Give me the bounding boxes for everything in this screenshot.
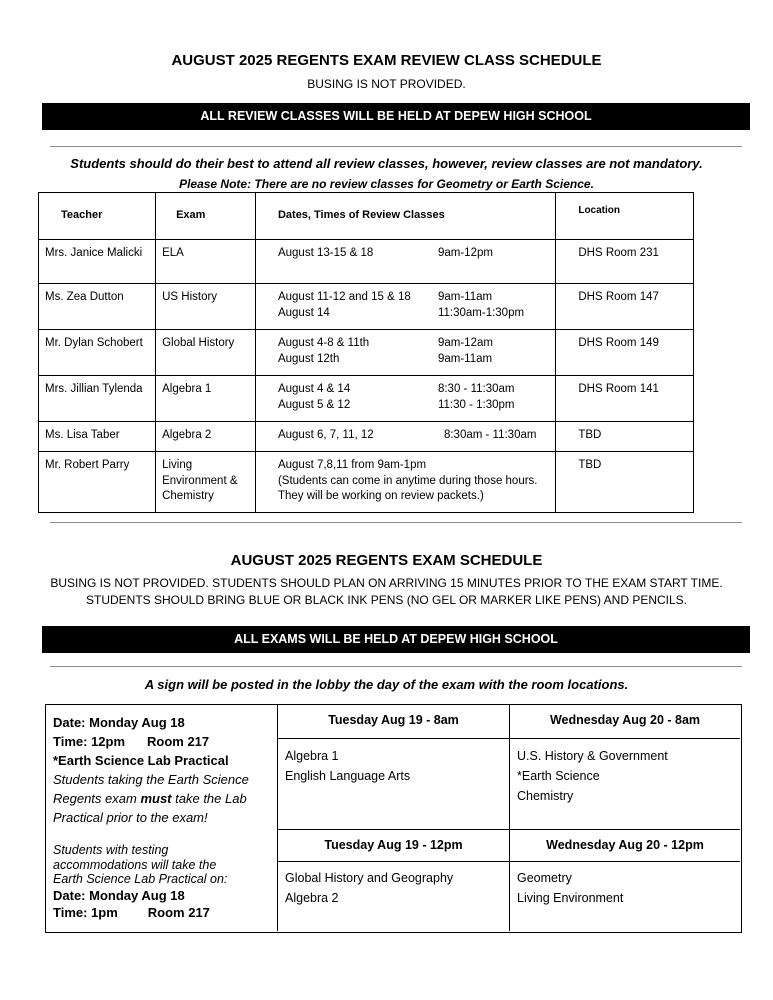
location-cell: TBD	[556, 452, 694, 513]
accommodations-room: Room 217	[147, 904, 210, 920]
exam-item: Algebra 1	[285, 749, 339, 763]
location-cell: DHS Room 231	[556, 240, 694, 284]
date-text: August 7,8,11 from 9am-1pm	[277, 459, 427, 471]
teacher-cell: Ms. Lisa Taber	[39, 422, 156, 452]
wednesday-am-header: Wednesday Aug 20 - 8am	[510, 705, 740, 739]
exam-item: Algebra 2	[285, 891, 339, 905]
table-row	[39, 284, 694, 330]
exam-item: Geometry	[517, 871, 572, 885]
time-text: 8:30am - 11:30am	[443, 429, 537, 441]
teacher-cell: Mrs. Janice Malicki	[39, 240, 156, 284]
dates-cell	[255, 452, 555, 513]
date-note: (Students can come in anytime during those hours.	[277, 474, 538, 487]
earth-science-practical-cell	[46, 705, 278, 931]
exam-item: U.S. History & Government	[517, 749, 668, 763]
table-row	[39, 240, 694, 284]
exam-item: English Language Arts	[285, 769, 411, 783]
dates-cell	[255, 284, 555, 330]
date-text: August 13-15 & 18	[277, 247, 374, 259]
header-exam: Exam	[156, 193, 256, 240]
exam-item: Global History and Geography	[285, 871, 454, 885]
sign-note: A sign will be posted in the lobby the day of the exam with the room locations.	[144, 677, 629, 692]
exam-cell: ELA	[156, 240, 256, 284]
practical-date: Date: Monday Aug 18	[53, 715, 185, 730]
exam-schedule-grid	[45, 704, 742, 933]
location-cell: DHS Room 141	[556, 376, 694, 422]
exam-cell: Living Environment & Chemistry	[156, 452, 256, 513]
accommodations-note: Students with testing accommodations will take the Earth Science Lab Practical on:	[53, 843, 228, 886]
dates-cell	[255, 330, 555, 376]
tuesday-am-exams	[278, 739, 510, 830]
date-text: August 5 & 12	[277, 398, 351, 411]
location-cell: DHS Room 149	[556, 330, 694, 376]
teacher-cell: Ms. Zea Dutton	[39, 284, 156, 330]
attendance-note: Students should do their best to attend all review classes, however, review classes are not mandatory.	[70, 156, 703, 171]
time-text: 8:30 - 11:30am	[437, 383, 515, 395]
teacher-cell: Mr. Robert Parry	[39, 452, 156, 513]
no-review-note: Please Note: There are no review classes for Geometry or Earth Science.	[179, 177, 594, 191]
time-text: 11:30 - 1:30pm	[437, 398, 515, 411]
exam-busing-line-1: BUSING IS NOT PROVIDED. STUDENTS SHOULD PLAN ON ARRIVING 15 MINUTES PRIOR TO THE EXAM START TIME.	[50, 576, 723, 590]
time-text: 11:30am-1:30pm	[437, 306, 525, 319]
table-row	[39, 452, 694, 513]
time-text: 9am-12am	[437, 337, 493, 349]
tuesday-pm-exams	[278, 862, 510, 931]
divider	[50, 522, 742, 523]
practical-note: Students taking the Earth Science Regents exam must take the Lab Practical prior to the exam!	[53, 772, 249, 825]
tuesday-am-header: Tuesday Aug 19 - 8am	[278, 705, 510, 739]
time-text: 9am-11am	[437, 291, 493, 303]
accommodations-date: Date: Monday Aug 18	[53, 887, 185, 903]
header-dates: Dates, Times of Review Classes	[255, 193, 555, 240]
review-title: AUGUST 2025 REGENTS EXAM REVIEW CLASS SCHEDULE	[171, 52, 602, 69]
divider	[50, 666, 742, 667]
location-cell: TBD	[556, 422, 694, 452]
teacher-cell: Mr. Dylan Schobert	[39, 330, 156, 376]
date-text: August 4 & 14	[277, 383, 351, 395]
date-text: August 12th	[277, 352, 340, 365]
tuesday-pm-header: Tuesday Aug 19 - 12pm	[278, 830, 510, 862]
accommodations-time: Time: 1pm	[53, 904, 118, 920]
dates-cell	[255, 422, 555, 452]
exam-busing-line-2: STUDENTS SHOULD BRING BLUE OR BLACK INK PENS (NO GEL OR MARKER LIKE PENS) AND PENCILS.	[85, 593, 688, 607]
review-busing-note: BUSING IS NOT PROVIDED.	[307, 77, 466, 91]
date-text: August 14	[277, 306, 330, 319]
practical-time: Time: 12pm	[53, 734, 126, 749]
table-row	[39, 376, 694, 422]
time-text: 9am-12pm	[437, 247, 493, 259]
exam-cell: Global History	[156, 330, 256, 376]
date-text: August 6, 7, 11, 12	[277, 429, 374, 441]
dates-cell	[255, 240, 555, 284]
exam-cell: Algebra 1	[156, 376, 256, 422]
header-location: Location	[556, 193, 694, 240]
table-header-row	[39, 193, 694, 240]
exam-cell: US History	[156, 284, 256, 330]
date-text: August 11-12 and 15 & 18	[277, 291, 411, 303]
table-row	[39, 422, 694, 452]
practical-title: *Earth Science Lab Practical	[53, 753, 229, 768]
exam-location-banner: ALL EXAMS WILL BE HELD AT DEPEW HIGH SCHOOL	[42, 626, 750, 653]
date-note: They will be working on review packets.)	[277, 490, 484, 502]
wednesday-pm-header: Wednesday Aug 20 - 12pm	[510, 830, 740, 862]
wednesday-pm-exams	[510, 862, 740, 931]
exam-item: Living Environment	[517, 891, 624, 905]
table-row	[39, 330, 694, 376]
exam-title: AUGUST 2025 REGENTS EXAM SCHEDULE	[230, 552, 543, 569]
exam-item: *Earth Science	[517, 769, 600, 783]
review-schedule-table	[38, 192, 694, 513]
divider	[50, 146, 742, 147]
exam-cell: Algebra 2	[156, 422, 256, 452]
practical-room: Room 217	[147, 734, 210, 749]
exam-item: Chemistry	[517, 789, 574, 803]
wednesday-am-exams	[510, 739, 740, 830]
review-location-banner: ALL REVIEW CLASSES WILL BE HELD AT DEPEW HIGH SCHOOL	[42, 103, 750, 130]
header-teacher: Teacher	[39, 193, 156, 240]
time-text: 9am-11am	[437, 352, 493, 365]
date-text: August 4-8 & 11th	[277, 337, 370, 349]
dates-cell	[255, 376, 555, 422]
teacher-cell: Mrs. Jillian Tylenda	[39, 376, 156, 422]
location-cell: DHS Room 147	[556, 284, 694, 330]
